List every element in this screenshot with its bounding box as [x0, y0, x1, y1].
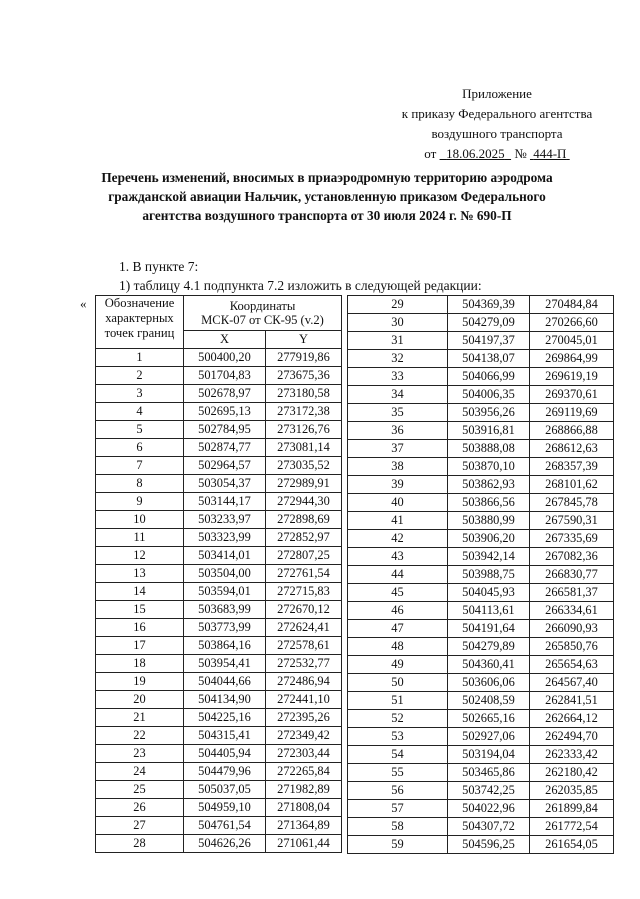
x-coordinate-cell: 500400,20 — [184, 349, 266, 367]
table-header-row — [96, 296, 342, 331]
coordinates-table-right — [347, 295, 614, 854]
point-number-cell: 48 — [348, 638, 448, 656]
point-number-cell: 25 — [96, 781, 184, 799]
y-coordinate-cell: 262180,42 — [530, 764, 614, 782]
point-number-cell: 41 — [348, 512, 448, 530]
y-coordinate-cell: 273035,52 — [266, 457, 342, 475]
y-coordinate-cell: 271061,44 — [266, 835, 342, 853]
table-row — [348, 656, 614, 674]
y-coordinate-cell: 262035,85 — [530, 782, 614, 800]
y-coordinate-cell: 266334,61 — [530, 602, 614, 620]
y-coordinate-cell: 261654,05 — [530, 836, 614, 854]
table-row — [348, 710, 614, 728]
table-row — [348, 350, 614, 368]
table-row — [348, 386, 614, 404]
order-reference — [392, 144, 602, 164]
table-row — [348, 566, 614, 584]
point-number-cell: 15 — [96, 601, 184, 619]
table-row — [96, 781, 342, 799]
point-number-cell: 23 — [96, 745, 184, 763]
table-row — [348, 818, 614, 836]
table-row — [96, 421, 342, 439]
coordinates-header: Координаты МСК-07 от СК-95 (v.2) — [184, 296, 342, 331]
point-number-cell: 1 — [96, 349, 184, 367]
x-coordinate-cell: 503954,41 — [184, 655, 266, 673]
y-coordinate-cell: 272265,84 — [266, 763, 342, 781]
y-coordinate-cell: 271808,04 — [266, 799, 342, 817]
table-row — [348, 764, 614, 782]
x-coordinate-cell: 504596,25 — [448, 836, 530, 854]
y-coordinate-cell: 267335,69 — [530, 530, 614, 548]
table-row — [348, 332, 614, 350]
x-coordinate-cell: 504279,09 — [448, 314, 530, 332]
x-coordinate-cell: 505037,05 — [184, 781, 266, 799]
y-coordinate-cell: 273081,14 — [266, 439, 342, 457]
point-number-cell: 5 — [96, 421, 184, 439]
table-row — [348, 548, 614, 566]
table-row — [96, 439, 342, 457]
y-coordinate-cell: 262841,51 — [530, 692, 614, 710]
y-coordinate-cell: 267082,36 — [530, 548, 614, 566]
x-coordinate-cell: 503323,99 — [184, 529, 266, 547]
point-number-cell: 28 — [96, 835, 184, 853]
point-number-cell: 16 — [96, 619, 184, 637]
subpoint-text: 1) таблицу 4.1 подпункта 7.2 изложить в следующей редакции: — [119, 278, 482, 293]
table-row — [96, 799, 342, 817]
table-row — [96, 583, 342, 601]
point-number-cell: 46 — [348, 602, 448, 620]
table-row — [96, 367, 342, 385]
point-number-cell: 2 — [96, 367, 184, 385]
y-coordinate-cell: 265654,63 — [530, 656, 614, 674]
x-coordinate-cell: 503942,14 — [448, 548, 530, 566]
x-coordinate-cell: 504022,96 — [448, 800, 530, 818]
x-coordinate-cell: 504307,72 — [448, 818, 530, 836]
table-row — [348, 440, 614, 458]
y-coordinate-cell: 268612,63 — [530, 440, 614, 458]
y-coordinate-cell: 268101,62 — [530, 476, 614, 494]
point-number-cell: 31 — [348, 332, 448, 350]
table-row — [96, 691, 342, 709]
x-coordinate-cell: 503054,37 — [184, 475, 266, 493]
table-row — [348, 782, 614, 800]
x-coordinate-cell: 504191,64 — [448, 620, 530, 638]
point-number-cell: 58 — [348, 818, 448, 836]
table-row — [348, 638, 614, 656]
point-number-cell: 10 — [96, 511, 184, 529]
y-coordinate-cell: 269370,61 — [530, 386, 614, 404]
table-row — [348, 422, 614, 440]
y-coordinate-cell: 266830,77 — [530, 566, 614, 584]
table-row — [96, 835, 342, 853]
point-number-cell: 18 — [96, 655, 184, 673]
y-coordinate-cell: 270484,84 — [530, 296, 614, 314]
table-row — [348, 404, 614, 422]
y-coordinate-cell: 266090,93 — [530, 620, 614, 638]
x-coordinate-cell: 503988,75 — [448, 566, 530, 584]
table-row — [96, 709, 342, 727]
y-coordinate-cell: 272944,30 — [266, 493, 342, 511]
point-number-cell: 29 — [348, 296, 448, 314]
x-coordinate-cell: 502665,16 — [448, 710, 530, 728]
x-coordinate-cell: 503880,99 — [448, 512, 530, 530]
x-coordinate-cell: 504479,96 — [184, 763, 266, 781]
order-date: 18.06.2025 — [446, 146, 505, 161]
appendix-title: Приложение — [462, 86, 532, 101]
table-row — [96, 457, 342, 475]
point-number-cell: 27 — [96, 817, 184, 835]
x-coordinate-cell: 504405,94 — [184, 745, 266, 763]
y-coordinate-cell: 272624,41 — [266, 619, 342, 637]
y-coordinate-cell: 272715,83 — [266, 583, 342, 601]
x-coordinate-cell: 504626,26 — [184, 835, 266, 853]
x-column-header: X — [184, 331, 266, 349]
y-coordinate-cell: 266581,37 — [530, 584, 614, 602]
x-coordinate-cell: 503233,97 — [184, 511, 266, 529]
table-row — [96, 547, 342, 565]
x-coordinate-cell: 504138,07 — [448, 350, 530, 368]
point-number-cell: 11 — [96, 529, 184, 547]
point-number-cell: 47 — [348, 620, 448, 638]
y-coordinate-cell: 269619,19 — [530, 368, 614, 386]
order-number: 444-П — [533, 146, 567, 161]
y-coordinate-cell: 267845,78 — [530, 494, 614, 512]
x-coordinate-cell: 504761,54 — [184, 817, 266, 835]
y-coordinate-cell: 265850,76 — [530, 638, 614, 656]
x-coordinate-cell: 504225,16 — [184, 709, 266, 727]
x-coordinate-cell: 504369,39 — [448, 296, 530, 314]
x-coordinate-cell: 502695,13 — [184, 403, 266, 421]
table-row — [96, 763, 342, 781]
y-coordinate-cell: 272395,26 — [266, 709, 342, 727]
point-number-cell: 9 — [96, 493, 184, 511]
x-coordinate-cell: 504959,10 — [184, 799, 266, 817]
table-row — [96, 745, 342, 763]
y-coordinate-cell: 264567,40 — [530, 674, 614, 692]
point-number-cell: 55 — [348, 764, 448, 782]
y-coordinate-cell: 271364,89 — [266, 817, 342, 835]
point-number-cell: 49 — [348, 656, 448, 674]
appendix-block — [392, 84, 602, 164]
y-coordinate-cell: 272486,94 — [266, 673, 342, 691]
y-coordinate-cell: 272989,91 — [266, 475, 342, 493]
x-coordinate-cell: 503606,06 — [448, 674, 530, 692]
appendix-line-2: воздушного транспорта — [431, 126, 563, 141]
point-number-cell: 14 — [96, 583, 184, 601]
point-number-cell: 56 — [348, 782, 448, 800]
table-row — [96, 385, 342, 403]
order-from-label: от — [424, 146, 437, 161]
point-number-cell: 54 — [348, 746, 448, 764]
table-row — [348, 674, 614, 692]
table-row — [348, 368, 614, 386]
x-coordinate-cell: 503956,26 — [448, 404, 530, 422]
table-row — [96, 655, 342, 673]
point-number-cell: 34 — [348, 386, 448, 404]
point-number-cell: 3 — [96, 385, 184, 403]
table-row — [348, 512, 614, 530]
x-coordinate-cell: 504360,41 — [448, 656, 530, 674]
table-row — [348, 800, 614, 818]
x-coordinate-cell: 504045,93 — [448, 584, 530, 602]
x-coordinate-cell: 503916,81 — [448, 422, 530, 440]
table-row — [348, 458, 614, 476]
point-number-cell: 40 — [348, 494, 448, 512]
table-row — [348, 728, 614, 746]
table-row — [348, 494, 614, 512]
y-coordinate-cell: 272852,97 — [266, 529, 342, 547]
x-coordinate-cell: 503414,01 — [184, 547, 266, 565]
table-row — [96, 493, 342, 511]
x-coordinate-cell: 503683,99 — [184, 601, 266, 619]
heading-line-2: гражданской авиации Нальчик, установленную приказом Федерального — [108, 189, 546, 204]
x-coordinate-cell: 503504,00 — [184, 565, 266, 583]
point-number-cell: 42 — [348, 530, 448, 548]
y-coordinate-cell: 269119,69 — [530, 404, 614, 422]
x-coordinate-cell: 504044,66 — [184, 673, 266, 691]
y-coordinate-cell: 273126,76 — [266, 421, 342, 439]
point-number-cell: 30 — [348, 314, 448, 332]
point-number-cell: 8 — [96, 475, 184, 493]
table-row — [96, 619, 342, 637]
table-row — [348, 296, 614, 314]
x-coordinate-cell: 502927,06 — [448, 728, 530, 746]
x-coordinate-cell: 503864,16 — [184, 637, 266, 655]
x-coordinate-cell: 502678,97 — [184, 385, 266, 403]
point-number-cell: 4 — [96, 403, 184, 421]
x-coordinate-cell: 503870,10 — [448, 458, 530, 476]
point-number-cell: 52 — [348, 710, 448, 728]
y-coordinate-cell: 273180,58 — [266, 385, 342, 403]
table-row — [348, 476, 614, 494]
point-number-cell: 33 — [348, 368, 448, 386]
y-coordinate-cell: 272670,12 — [266, 601, 342, 619]
point-number-cell: 44 — [348, 566, 448, 584]
x-coordinate-cell: 502784,95 — [184, 421, 266, 439]
y-coordinate-cell: 269864,99 — [530, 350, 614, 368]
x-coordinate-cell: 503866,56 — [448, 494, 530, 512]
table-row — [348, 530, 614, 548]
y-coordinate-cell: 272532,77 — [266, 655, 342, 673]
point-number-cell: 19 — [96, 673, 184, 691]
x-coordinate-cell: 504006,35 — [448, 386, 530, 404]
x-coordinate-cell: 503594,01 — [184, 583, 266, 601]
point-number-cell: 35 — [348, 404, 448, 422]
table-row — [96, 403, 342, 421]
table-row — [96, 565, 342, 583]
point-number-cell: 51 — [348, 692, 448, 710]
x-coordinate-cell: 503465,86 — [448, 764, 530, 782]
table-row — [96, 601, 342, 619]
table-row — [348, 746, 614, 764]
table-row — [348, 620, 614, 638]
coordinates-table-left — [95, 295, 342, 853]
y-coordinate-cell: 270045,01 — [530, 332, 614, 350]
x-coordinate-cell: 504134,90 — [184, 691, 266, 709]
point-number-cell: 12 — [96, 547, 184, 565]
table-row — [96, 637, 342, 655]
x-coordinate-cell: 503144,17 — [184, 493, 266, 511]
point-number-cell: 20 — [96, 691, 184, 709]
point-number-cell: 50 — [348, 674, 448, 692]
table-row — [348, 314, 614, 332]
y-coordinate-cell: 270266,60 — [530, 314, 614, 332]
y-coordinate-cell: 272898,69 — [266, 511, 342, 529]
table-row — [96, 529, 342, 547]
point-number-cell: 37 — [348, 440, 448, 458]
point-number-cell: 57 — [348, 800, 448, 818]
x-coordinate-cell: 504279,89 — [448, 638, 530, 656]
table-row — [348, 602, 614, 620]
point-number-cell: 32 — [348, 350, 448, 368]
opening-quote-mark: « — [80, 296, 87, 311]
point-number-cell: 13 — [96, 565, 184, 583]
point-number-cell: 59 — [348, 836, 448, 854]
x-coordinate-cell: 503888,08 — [448, 440, 530, 458]
y-coordinate-cell: 272807,25 — [266, 547, 342, 565]
point-number-cell: 17 — [96, 637, 184, 655]
table-row — [96, 817, 342, 835]
point-number-cell: 43 — [348, 548, 448, 566]
heading-line-1: Перечень изменений, вносимых в приаэродромную территорию аэродрома — [101, 170, 553, 185]
table-row — [96, 349, 342, 367]
x-coordinate-cell: 504197,37 — [448, 332, 530, 350]
table-row — [96, 673, 342, 691]
x-coordinate-cell: 502964,57 — [184, 457, 266, 475]
y-coordinate-cell: 262664,12 — [530, 710, 614, 728]
table-row — [96, 727, 342, 745]
x-coordinate-cell: 503742,25 — [448, 782, 530, 800]
x-coordinate-cell: 501704,83 — [184, 367, 266, 385]
table-row — [96, 475, 342, 493]
order-number-sign: № — [514, 146, 527, 161]
point-number-cell: 45 — [348, 584, 448, 602]
point-number-cell: 24 — [96, 763, 184, 781]
x-coordinate-cell: 503906,20 — [448, 530, 530, 548]
appendix-line-1: к приказу Федерального агентства — [401, 106, 593, 121]
point-number-cell: 36 — [348, 422, 448, 440]
point-number-cell: 7 — [96, 457, 184, 475]
document-heading — [62, 168, 592, 225]
table-row — [348, 692, 614, 710]
x-coordinate-cell: 502408,59 — [448, 692, 530, 710]
y-column-header: Y — [266, 331, 342, 349]
y-coordinate-cell: 277919,86 — [266, 349, 342, 367]
x-coordinate-cell: 504113,61 — [448, 602, 530, 620]
y-coordinate-cell: 273675,36 — [266, 367, 342, 385]
y-coordinate-cell: 262494,70 — [530, 728, 614, 746]
point-number-cell: 6 — [96, 439, 184, 457]
point-number-cell: 38 — [348, 458, 448, 476]
x-coordinate-cell: 503773,99 — [184, 619, 266, 637]
y-coordinate-cell: 272578,61 — [266, 637, 342, 655]
y-coordinate-cell: 262333,42 — [530, 746, 614, 764]
y-coordinate-cell: 273172,38 — [266, 403, 342, 421]
x-coordinate-cell: 502874,77 — [184, 439, 266, 457]
table-row — [348, 584, 614, 602]
y-coordinate-cell: 272349,42 — [266, 727, 342, 745]
point-text: 1. В пункте 7: — [119, 259, 199, 274]
y-coordinate-cell: 272761,54 — [266, 565, 342, 583]
y-coordinate-cell: 261899,84 — [530, 800, 614, 818]
x-coordinate-cell: 503194,04 — [448, 746, 530, 764]
point-number-cell: 53 — [348, 728, 448, 746]
table-row — [96, 511, 342, 529]
y-coordinate-cell: 271982,89 — [266, 781, 342, 799]
y-coordinate-cell: 267590,31 — [530, 512, 614, 530]
heading-line-3: агентства воздушного транспорта от 30 июля 2024 г. № 690-П — [142, 208, 512, 223]
x-coordinate-cell: 504066,99 — [448, 368, 530, 386]
y-coordinate-cell: 272441,10 — [266, 691, 342, 709]
y-coordinate-cell: 272303,44 — [266, 745, 342, 763]
point-number-cell: 22 — [96, 727, 184, 745]
x-coordinate-cell: 503862,93 — [448, 476, 530, 494]
point-number-cell: 26 — [96, 799, 184, 817]
y-coordinate-cell: 268866,88 — [530, 422, 614, 440]
y-coordinate-cell: 268357,39 — [530, 458, 614, 476]
y-coordinate-cell: 261772,54 — [530, 818, 614, 836]
point-number-cell: 21 — [96, 709, 184, 727]
points-column-header: Обозначение характерных точек границ — [96, 296, 184, 349]
x-coordinate-cell: 504315,41 — [184, 727, 266, 745]
point-number-cell: 39 — [348, 476, 448, 494]
table-row — [348, 836, 614, 854]
